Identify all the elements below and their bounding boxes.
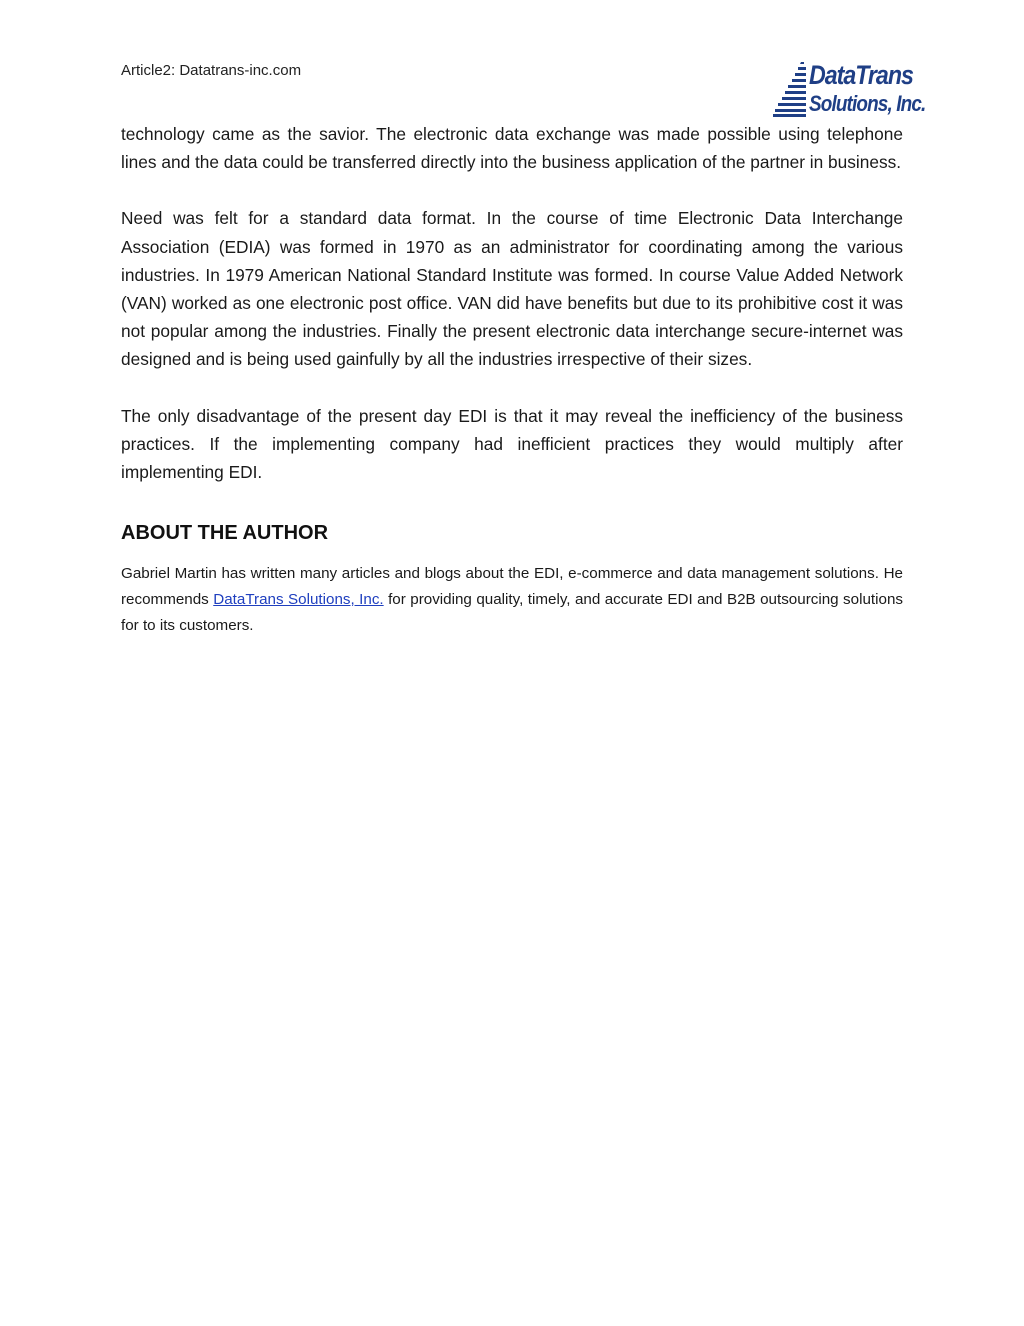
page-header-title: Article2: Datatrans-inc.com bbox=[121, 62, 302, 79]
author-text-end: for providing quality, timely, and accurate EDI and B2B outsourcing solutions for to its customers. bbox=[121, 591, 903, 635]
paragraph: The only disadvantage of the present day EDI is that it may reveal the inefficiency of the business practices. If the implementing company had inefficient practices they would multiply after implementing EDI. bbox=[121, 405, 903, 483]
about-author-heading: ABOUT THE AUTHOR bbox=[121, 522, 329, 545]
datatrans-link[interactable]: DataTrans Solutions, Inc. bbox=[213, 591, 384, 609]
logo-subtitle: Solutions, Inc. bbox=[809, 91, 926, 116]
paragraph: technology came as the savior. The electronic data exchange was made possible using telephone lines and the data could be transferred directly into the business application of the partner in business. bbox=[121, 124, 903, 173]
logo-name: DataTrans bbox=[809, 60, 913, 90]
about-author-text bbox=[121, 561, 903, 639]
datatrans-logo bbox=[773, 60, 933, 120]
author-text-start: Gabriel Martin has written many articles and blogs about the EDI, e-commerce and data management solutions. He recommends bbox=[121, 565, 903, 609]
article-body bbox=[121, 120, 903, 639]
paragraph: Need was felt for a standard data format. In the course of time Electronic Data Interchange Association (EDIA) was formed in 1970 as an administrator for coordinating among the various industries. In 1979 American National Standard Institute was formed. In course Value Added Network (VAN) worked as one electronic post office. VAN did have benefits but due to its prohibitive cost it was not popular among the industries. Finally the present electronic data interchange secure-internet was designed and is being used gainfully by all the industries irrespective of their sizes. bbox=[121, 208, 903, 370]
